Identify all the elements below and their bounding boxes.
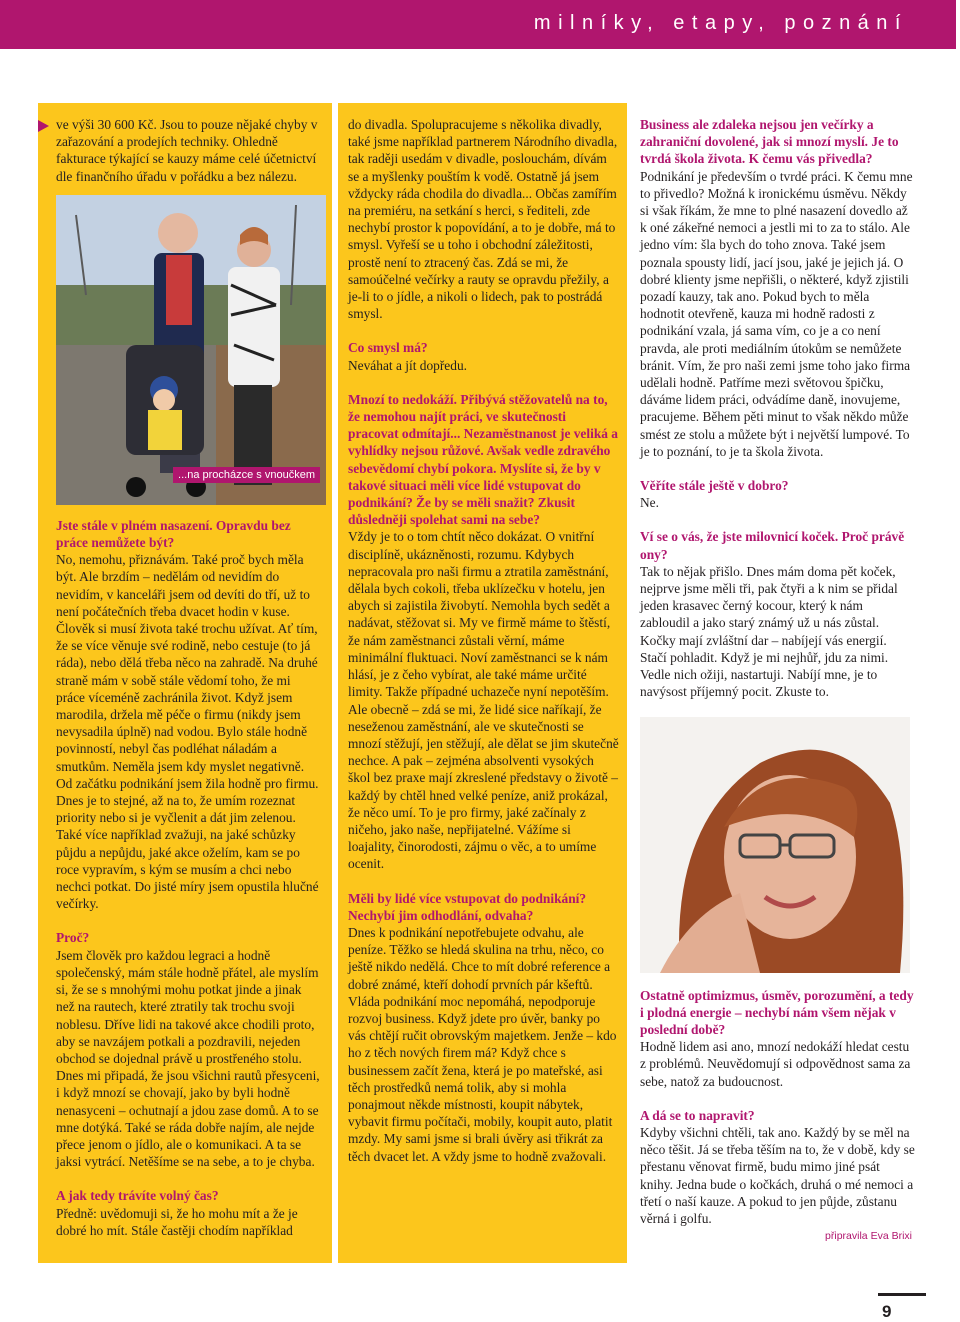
portrait-photo xyxy=(640,717,910,973)
answer: Vždy je to o tom chtít něco dokázat. O vnitřní disciplíně, ukázněnosti, rozumu. Kdybych nepracovala pro naši firmu a ztratila zaměstnání, dělala bych cokoli, třeba uklízečku v hotelu, jen abych si zajistila živobytí. Nemohla bych sedět a nadávat, stěžovat si. My ve firmě máme to štěstí, že nám zaměstnanci zůstali věrní, máme minimální fluktuaci. Noví zaměstnanci se k nám hlásí, je z čeho vybírat, ale také máme určité limity. Takže případné uchazeče nyní nepotěším. Ale obecně – zdá se mi, že lidé sice naříkají, že neseženou zaměstnání, ale ve skutečnosti se mnozí stěžují, jen stěžují, ale dělat se jim skutečně nechce. A pak – zejména absolventi vysokých škol bez praxe mají zkreslené představy o životě – každý by chtěl hned velké peníze, aniž prokázal, že něco umí. To je pro firmy, jaké začínaly z ničeho, jako naše, nepřijatelné. Vážíme si loajality, činorodosti, zájmu o věc, a to umíme ocenit. xyxy=(348,529,619,872)
question: Mnozí to nedokáží. Přibývá stěžovatelů na to, že nemohou najít práci, ve skutečnosti pracovat odmítají... Nezaměstnanost je veliká a vyhlídky nejsou růžové. Avšak vedle zdravého sebevědomí chybí pokora. Myslíte si, že by v takové situaci měli více lidé vstupovat do podnikání? Že by se měli snažit? Zkusit důsledněji spolehat sami na sebe? xyxy=(348,391,619,528)
right-column xyxy=(632,103,926,1263)
family-photo xyxy=(56,195,326,505)
answer: Hodně lidem asi ano, mnozí nedokáží hledat cestu z problémů. Neuvědomují si odpovědnost sama za sebe, natož za budoucnost. xyxy=(640,1039,911,1089)
question: Business ale zdaleka nejsou jen večírky a zahraniční dovolené, jak si mnozí myslí. Je to tvrdá škola života. K čemu vás přivedla? xyxy=(640,117,899,167)
answer: Dnes k podnikání nepotřebujete odvahu, ale peníze. Těžko se hledá skulina na trhu, něco, co ještě nikdo nedělá. Chce to mít dobré reference a dobré známé, kteří dohodí prvních pár kšeftů. Vláda podnikání moc nepomáhá, nepodporuje rozvoj business. Když jdete pro úvěr, banky po vás chtějí ručit obrovským majetkem. Jenže – kdo ho z těch nových firem má? Když chce s businessem začít žena, která je po mateřské, asi těch prostředků nemá tolik, aby si mohla ponajmout někde místnosti, koupit nábytek, vybavit firmu počítači, mobily, koupit auto, platit mzdy. My sami jsme si brali úvěry asi třikrát za těch dvacet let. A vždy jsme to hodně zvažovali. xyxy=(348,924,617,1164)
family-photo-image xyxy=(56,195,326,505)
middle-column xyxy=(338,103,627,1263)
paragraph: ve výši 30 600 Kč. Jsou to pouze nějaké chyby v zařazování a prodejích techniky. Ohledně fakturace týkající se kauzy máme celé účetnictví dle finančního úřadu v pořádku a bez nálezu. xyxy=(56,117,318,184)
photo-caption: ...na procházce s vnoučkem xyxy=(173,467,320,483)
question: Ví se o vás, že jste milovnicí koček. Proč právě ony? xyxy=(640,529,905,562)
answer: Podnikání je především o tvrdé práci. K čemu mne to přivedlo? Možná k ironickému úsměvu. Někdy si však říkám, že mne to plné nasazení dovedlo až k oné zákeřné nemoci a jestli mi to za to stálo. Ale jedno vím: šla bych do toho znova. Také jsem poznala spousty lidí, jací jsou, jaké je jejich já. O dobré klienty jsme nepřišli, o některé, když zjistili pozadí kauzy, tak ano. Pokud bych to měla hodnotit otevřeně, kauza mi hodně radosti z podnikání vzala, já sama vím, co je a co není pravda, ale proti mediálním útokům se nemůžete bránit. Vím, že pro naši zemi jsme toho jako firma udělali hodně. Patříme mezi světovou špičku, dáváme lidem práci, odvádíme daně, inovujeme, pracujeme. Během pěti minut to však někdo může smést ze stolu a můžete být i největší lumpové. To je to poznání, to je ta škola života. xyxy=(640,168,913,459)
question: A jak tedy trávíte volný čas? xyxy=(56,1188,219,1204)
question: Měli by lidé více vstupovat do podnikání? Nechybí jim odhodlání, odvaha? xyxy=(348,890,587,923)
answer: Tak to nějak přišlo. Dnes mám doma pět koček, nejprve jsme měli tři, pak čtyři a k nim se přidal jeden krasavec černý kocour, který k nám zabloudil a jako starý známý už u nás zůstal. Kočky mají zvláštní dar – nabíjejí vás energií. Stačí pohladit. Když je mi nejhůř, jdu za nimi. Vedle nich ožiji, nastartuji. Nabíjí mne, je to navýsost příjemný pocit. Zkuste to. xyxy=(640,563,898,700)
answer: Neváhat a jít dopředu. xyxy=(348,357,467,373)
question: Co smysl má? xyxy=(348,340,428,356)
question: Ostatně optimizmus, úsměv, porozumění, a tedy i plodná energie – nechybí nám všem nějak v poslední době? xyxy=(640,987,914,1037)
answer: Jsem člověk pro každou legraci a hodně společenský, mám stále hodně přátel, ale myslím si, že se s mnohými mohu potkat jinde a jinak než na rautech, které ztratily tak trochu svoji noblesu. Dříve lidi na takové akce chodili proto, aby se navzájem potkali a pozdravili, nejeden obchod se dojednal právě u prostřeného stolu. Dnes mi připadá, že jsou všichni rautů přesyceni, i když mnozí se chovají, jako by byli hodně nenasyceni – ochutnají a jdou zase domů. A to se mne dotýká. Také se ráda dobře najím, ale nejde přece jenom o jídlo, ale o komunikaci. A ta se jaksi vytrácí. Netěšíme se na sebe, a to je chyba. xyxy=(56,947,320,1170)
question: Věříte stále ještě v dobro? xyxy=(640,478,789,494)
question: A dá se to napravit? xyxy=(640,1107,755,1123)
section-title: milníky, etapy, poznání xyxy=(533,12,908,34)
answer: Ne. xyxy=(640,495,659,511)
paragraph: do divadla. Spolupracujeme s několika divadly, také jsme například partnerem Národního divadla, tak raději usedám v divadle, poslouchám, dívám se a myšlenky pouštím k vodě. Ostatně já jsem vždycky ráda chodila do divadla... Občas zamířím na premiéru, na setkání s herci, s řediteli, zde nechybí prostor k popovídání, a to je dobře, má to smysl. Vyřeší se u toho i obchodní záležitosti, prostě není to ztracený čas. Zdá se mi, že samoúčelné večírky a rauty se opravdu přežily, a je-li to o jídle, a nikoli o lidech, pak to postrádá smysl. xyxy=(348,117,618,322)
portrait-photo-image xyxy=(640,717,910,973)
header-bar xyxy=(0,0,956,49)
author-credit: připravila Eva Brixi xyxy=(825,1230,912,1243)
continue-arrow-icon xyxy=(38,120,49,132)
footer-rule xyxy=(878,1293,926,1296)
question: Proč? xyxy=(56,930,90,946)
left-column xyxy=(38,103,332,1263)
answer: Kdyby všichni chtěli, tak ano. Každý by se měl na něco těšit. Já se třeba těším na to, že v době, kdy se přestanu věnovat firmě, budu mimo jiné psát knihy. Jedna bude o kočkách, druhá o mé nemoci a třetí o naší kauze. A pokud to jen půjde, zůstanu věrná i golfu. xyxy=(640,1124,915,1226)
question: Jste stále v plném nasazení. Opravdu bez práce nemůžete být? xyxy=(56,517,291,551)
answer: Předně: uvědomuji si, že ho mohu mít a že je dobré ho mít. Stále častěji chodím například xyxy=(56,1205,298,1238)
page-number: 9 xyxy=(882,1302,892,1321)
answer: No, nemohu, přiznávám. Také proč bych měla být. Ale brzdím – nedělám od nevidím do nevidím, v kanceláři jsem od devíti do tří, už to není počátečních třeba dvacet hodin v kuse. Člověk si musí života také trochu užívat. Ať tím, že se více věnuje své rodině, nebo cestuje (to já ráda), nebo dělá třeba něco na zahradě. Na druhé straně mám v sobě stále vědomí toho, že mi práce víceméně zachránila život. Když jsem marodila, držela mě péče o firmu (nikdy jsem nevysadila úplně) nad vodou. Bylo stále hodně povinností, nebyl čas podléhat náladám a smutkům. Neměla jsem kdy myslet negativně. Od začátku podnikání jsem žila hodně pro firmu. Dnes je to stejné, až na to, že umím rozeznat priority nebo si je vyčlenit a dát jim zelenou. Také více například zvažuji, na jaké schůzky půjdu a nepůjdu, jaké akce oželím, kam se po roce vypravím, s kým se musím a chci nebo nechci potkat. Do jisté míry jsem opustila hlučné večírky. xyxy=(56,552,319,912)
